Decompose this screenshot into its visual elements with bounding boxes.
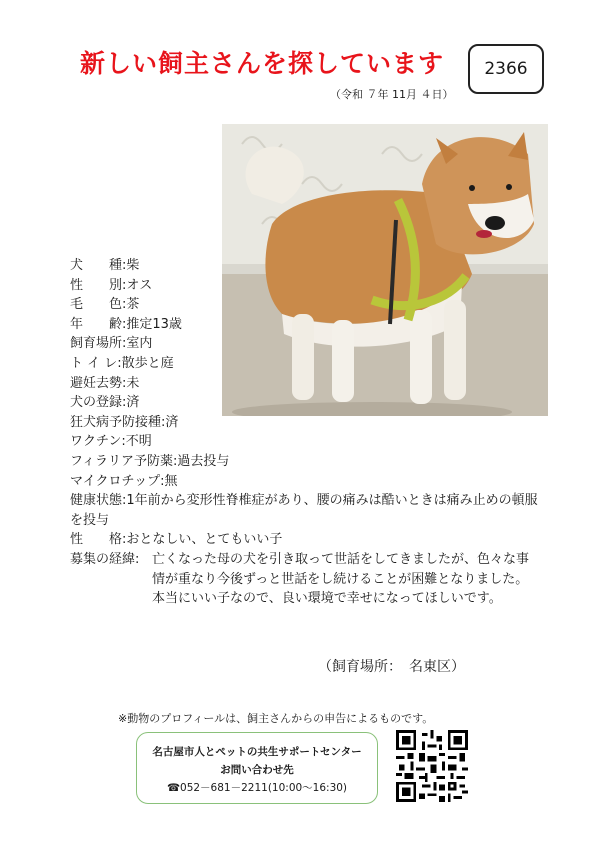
profile-neuter: [70, 374, 540, 394]
location: [318, 656, 465, 676]
page-title: 新しい飼主さんを探しています: [80, 49, 445, 78]
profile-note: ※動物のプロフィールは、飼主さんからの申告によるものです。: [118, 712, 434, 725]
age-value: 推定13歳: [126, 316, 182, 332]
color-value: 茶: [126, 297, 140, 313]
microchip-value: 無: [164, 473, 178, 489]
health-label: 健康状態:: [70, 493, 127, 509]
id-number: 2366: [484, 59, 528, 79]
rabies-value: 済: [165, 414, 179, 430]
rabies-label: 狂犬病予防接種:: [70, 414, 166, 430]
post-date: （令和 ７年 11月 ４日）: [330, 88, 454, 101]
health-value: 1年前から変形性脊椎症があり、腰の痛みは酷いときは痛み止めの頓服を投与: [70, 493, 538, 528]
reason-label: 募集の経緯:: [70, 551, 140, 567]
dog-profile: [70, 256, 540, 609]
microchip-label: マイクロチップ:: [70, 473, 165, 489]
reason-value: 亡くなった母の犬を引き取って世話をしてきましたが、色々な事情が重なり今後ずっと世話をし続けることが困難となりました。本当にいい子なので、良い環境で幸せになってほしいです。: [152, 551, 530, 607]
center-name: 名古屋市人とペットの共生サポートセンター: [152, 746, 362, 758]
profile-rabies: [70, 413, 540, 433]
neuter-label: 避妊去勢:: [70, 375, 127, 391]
profile-sex: [70, 276, 540, 296]
toilet-label: ト イ レ:: [70, 355, 122, 371]
vaccine-label: ワクチン:: [70, 434, 126, 450]
contact-box: [136, 732, 378, 804]
filaria-value: 過去投与: [177, 453, 230, 469]
registration-value: 済: [126, 395, 140, 411]
contact-label: お問い合わせ先: [220, 764, 294, 776]
toilet-value: 散歩と庭: [121, 355, 174, 371]
location-label: （飼育場所：: [318, 659, 395, 675]
filaria-label: フィラリア予防薬:: [70, 453, 178, 469]
location-value: 名東区）: [409, 659, 465, 675]
breed-value: 柴: [126, 258, 140, 273]
phone-number: ☎052－681－2211(10:00～16:30): [166, 782, 348, 794]
profile-breed: [70, 256, 540, 276]
registration-label: 犬の登録:: [70, 395, 127, 411]
id-number-box: [468, 44, 544, 94]
age-label: 年 齢:: [70, 316, 127, 332]
profile-age: [70, 315, 540, 335]
profile-filaria: [70, 452, 540, 472]
profile-personality: [70, 530, 540, 550]
profile-microchip: [70, 472, 540, 492]
neuter-value: 未: [126, 375, 140, 391]
sex-value: オス: [126, 277, 153, 293]
personality-value: おとなしい、とてもいい子: [126, 532, 283, 548]
profile-vaccine: [70, 432, 540, 452]
profile-toilet: [70, 354, 540, 374]
housing-label: 飼育場所:: [70, 336, 127, 352]
profile-health: [70, 491, 540, 530]
personality-label: 性 格:: [70, 532, 127, 548]
profile-registration: [70, 393, 540, 413]
color-label: 毛 色:: [70, 297, 127, 313]
sex-label: 性 別:: [70, 277, 127, 293]
profile-color: [70, 295, 540, 315]
profile-housing: [70, 334, 540, 354]
vaccine-value: 不明: [125, 434, 152, 450]
breed-label: 犬 種:: [70, 258, 127, 273]
housing-value: 室内: [126, 336, 153, 352]
qr-code[interactable]: [396, 730, 468, 802]
